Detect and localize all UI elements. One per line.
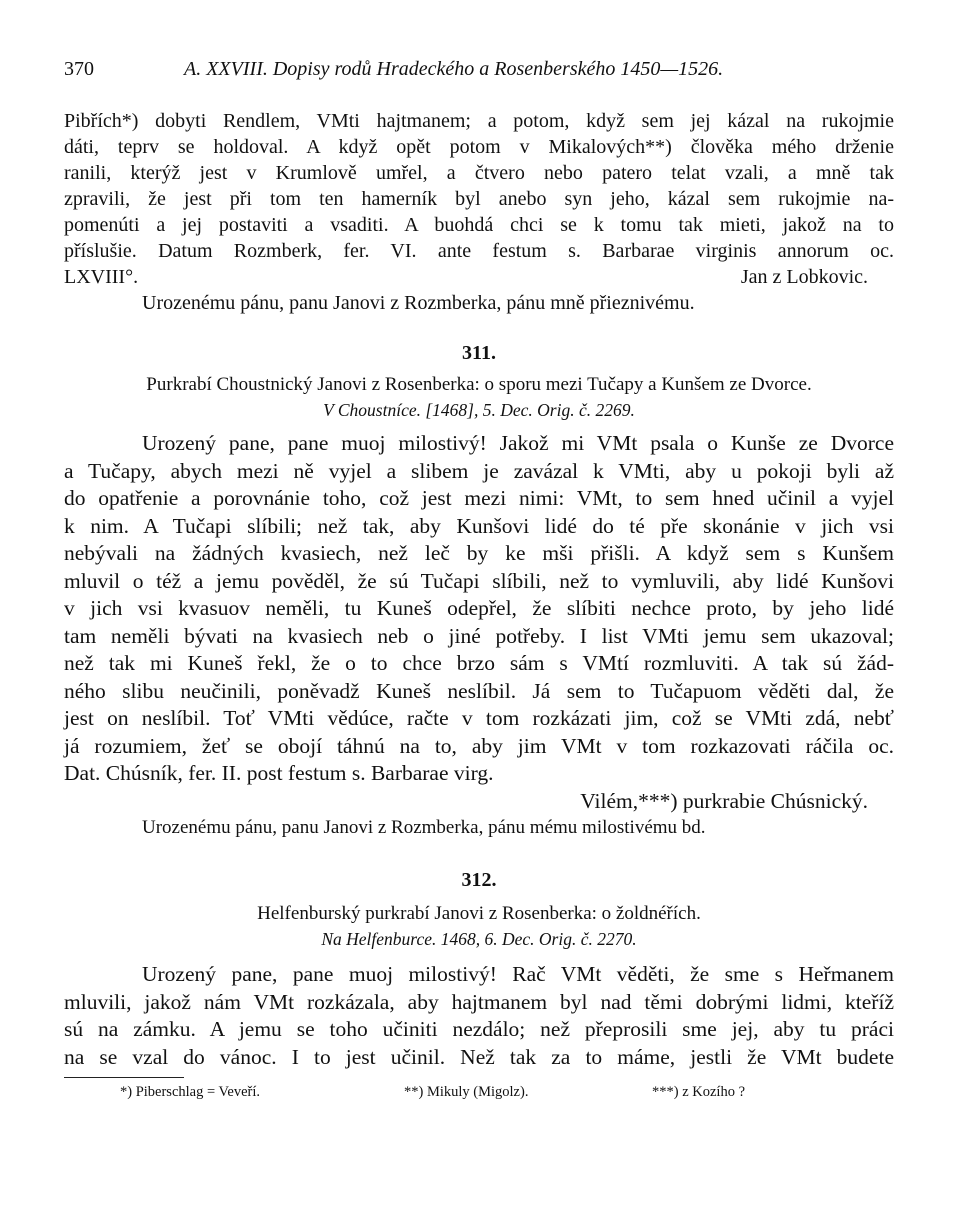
running-title: A. XXVIII. Dopisy rodů Hradeckého a Rosenberského 1450—1526.: [184, 58, 724, 80]
text-line: a Tučapy, abych mezi ně vyjel a slibem je zavázal k VMti, aby u pokoji byli až: [64, 458, 894, 483]
letter-source: Na Helfenburce. 1468, 6. Dec. Orig. č. 2270.: [321, 929, 637, 949]
text-line: v jich vsi kvasuov neměli, tu Kuneš odepřel, že slíbiti nechce proto, by jeho lidé: [64, 596, 894, 620]
signature: Vilém,***) purkrabie Chúsnický.: [580, 788, 868, 813]
document-page: [64, 58, 894, 1108]
text-line: Dat. Chúsník, fer. II. post festum s. Barbarae virg.: [64, 761, 494, 785]
letter-source: V Choustníce. [1468], 5. Dec. Orig. č. 2269.: [323, 400, 635, 420]
text-line: tam neměli bývati na kvasiech neb o jiné potřeby. I list VMti jemu sem ukazoval;: [64, 623, 894, 648]
text-line: nebývali na žádných kvasiech, než leč by ke mši přišli. A když sem s Kunšem: [64, 541, 894, 565]
year: LXVIII°.: [64, 266, 139, 288]
text-line: dáti, teprv se holdoval. A když opět potom v Mikalových**) člověka mého drženie: [64, 136, 894, 158]
letter-312: [64, 867, 894, 1071]
footnote: ***) z Kozího ?: [652, 1084, 746, 1100]
letter-310-tail: [64, 108, 894, 316]
letter-summary: Helfenburský purkrabí Janovi z Rosenberka: o žoldnéřích.: [257, 903, 701, 924]
text-line: příslušie. Datum Rozmberk, fer. VI. ante festum s. Barbarae virginis annorum oc.: [64, 240, 894, 262]
salutation-line: Urozený pane, pane muoj milostivý! Jakož mi VMt psala o Kunše ze Dvorce: [142, 431, 894, 455]
text-line: k nim. A Tučapi slíbili; než tak, aby Kunšovi lidé do té pře skonánie v jich vsi: [64, 513, 894, 538]
signature: Jan z Lobkovic.: [740, 266, 868, 288]
text-line: sú na zámku. A jemu se toho učiniti nezdálo; než přeprosili sme jej, aby tu práci: [64, 1017, 894, 1041]
text-line: zpravili, že jest při tom ten hamerník byl anebo syn jeho, kázal sem rukojmie na-: [64, 188, 894, 210]
dating-line: [64, 264, 894, 290]
footnotes: [64, 1084, 894, 1108]
letter-311: [64, 340, 894, 841]
letter-summary: Purkrabí Choustnický Janovi z Rosenberka: o sporu mezi Tučapy a Kunšem ze Dvorce.: [146, 374, 812, 395]
footnote-rule: [64, 1077, 184, 1078]
text-line: do opatřenie a porovnánie toho, což jest mezi nimi: VMt, to sem hned učinil a vyjel: [64, 486, 894, 510]
text-line: mluvil o též a jemu pověděl, že sú Tučapi slíbili, než to vymluvili, aby lidé Kunšovi: [64, 568, 894, 593]
letter-number: 311.: [462, 342, 496, 364]
page-header: [64, 58, 894, 88]
page-number: 370: [64, 58, 94, 80]
text-line: než tak mi Kuneš řekl, že o to chce brzo sám s VMtí rozmluviti. A tak sú žád-: [64, 651, 894, 675]
text-line: já rozumiem, žeť se obojí táhnú na to, aby jim VMt v tom rozkazovati ráčila oc.: [64, 733, 894, 758]
text-line: ranili, kterýž jest v Krumlově umřel, a čtvero nebo patero telat vzali, a mně tak: [64, 162, 894, 184]
letter-number: 312.: [461, 869, 497, 891]
text-line: na se vzal do vánoc. I to jest učinil. Než tak za to máme, jestli že VMt budete: [64, 1044, 894, 1069]
text-line: Pibřích*) dobyti Rendlem, VMti hajtmanem; a potom, když sem jej kázal na rukojmie: [64, 110, 894, 132]
text-line: ného slibu neučinili, poněvadž Kuneš neslíbil. Já sem to Tučapuom věděti dal, že: [64, 678, 894, 703]
salutation-line: Urozený pane, pane muoj milostivý! Rač VMt věděti, že sme s Heřmanem: [142, 962, 894, 986]
footnote: **) Mikuly (Migolz).: [404, 1084, 529, 1100]
text-line: mluvili, jakož nám VMt rozkázala, aby hajtmanem byl nad těmi dobrými lidmi, kteříž: [64, 989, 894, 1014]
text-line: pomenúti a jej postaviti a vsaditi. A buohdá chci se k tomu tak mieti, jakož na to: [64, 214, 894, 236]
text-line: jest on neslíbil. Toť VMti vědúce, račte v tom rozkázati jim, což se VMti zdá, nebť: [64, 706, 894, 730]
footnote: *) Piberschlag = Veveří.: [120, 1084, 260, 1100]
address: Urozenému pánu, panu Janovi z Rozmberka, pánu mému milostivému bd.: [142, 817, 706, 838]
address: Urozenému pánu, panu Janovi z Rozmberka, pánu mně přieznivému.: [142, 292, 695, 314]
